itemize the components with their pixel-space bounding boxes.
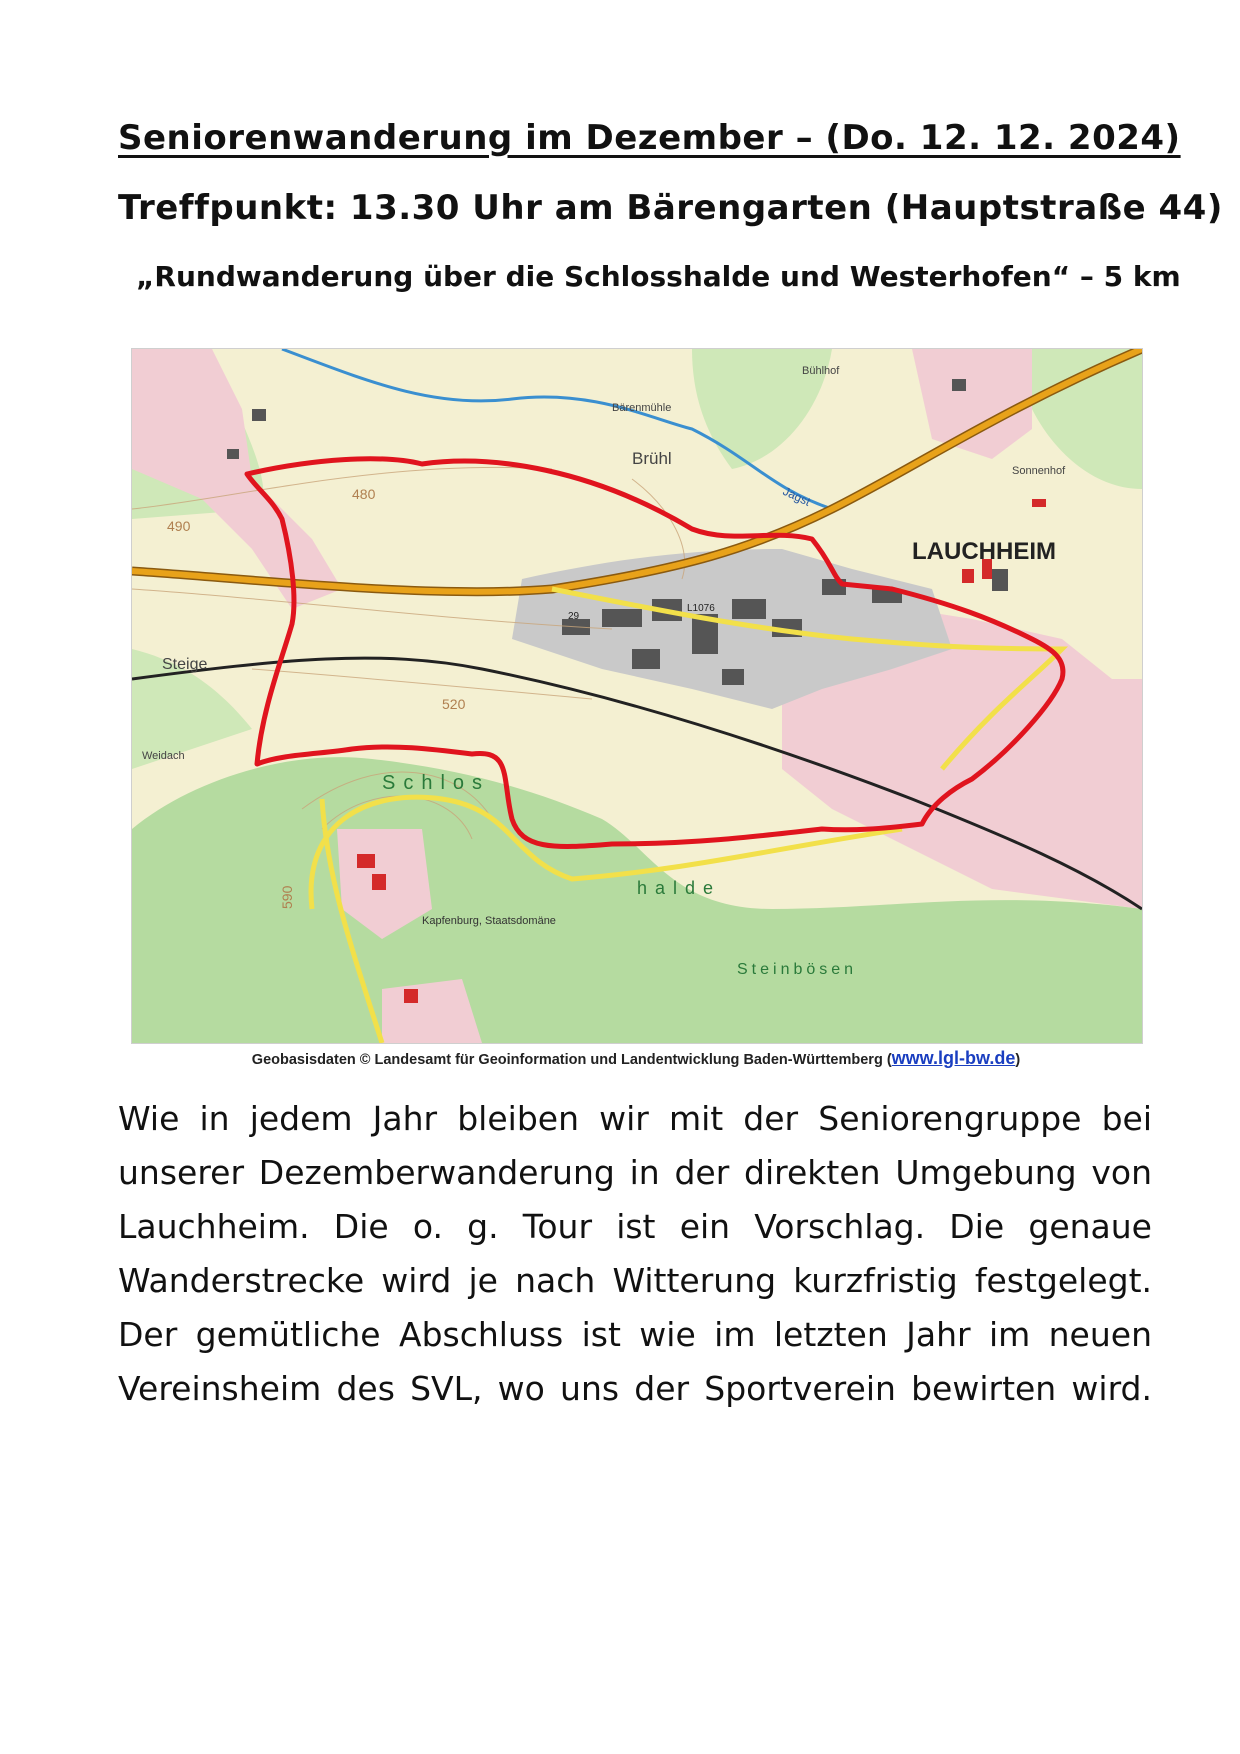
page-title: Seniorenwanderung im Dezember – (Do. 12. 12. 2024) [118,118,1181,158]
map-label-buehlhof: Bühlhof [802,365,840,377]
map-label-contour-520: 520 [442,696,466,712]
map-label-kapfenburg: Kapfenburg, Staatsdomäne [422,915,556,927]
map-label-baerenmuehle: Bärenmühle [612,402,672,414]
credit-link[interactable]: www.lgl-bw.de [891,1048,1016,1068]
map-label-schlos: Schlos [382,772,491,794]
meeting-point: Treffpunkt: 13.30 Uhr am Bärengarten (Hauptstraße 44) [118,188,1223,228]
credit-close: ) [1015,1052,1021,1068]
map-label-halde: halde [637,878,722,898]
map-label-bruehl: Brühl [632,449,672,468]
route-map [131,348,1143,1044]
map-label-contour-590: 590 [279,885,295,909]
map-label-weidach: Weidach [142,750,185,762]
map-label-road-b29: 29 [568,611,580,622]
map-credit [131,1048,1141,1069]
map-label-town: LAUCHHEIM [912,538,1056,565]
body-paragraph [118,1092,1152,1416]
body-line: Wanderstrecke wird je nach Witterung kurzfristig festgelegt. [118,1261,1152,1300]
body-line: Vereinsheim des SVL, wo uns der Sportverein bewirten wird. [118,1369,1152,1408]
body-line: Wie in jedem Jahr bleiben wir mit der Seniorengruppe bei [118,1099,1152,1138]
map-label-steinboesen: Steinbösen [737,961,858,978]
body-line: Der gemütliche Abschluss ist wie im letzten Jahr im neuen [118,1315,1152,1354]
map-label-jagst: Jagst [780,484,813,509]
map-label-contour-480: 480 [352,486,376,502]
body-line: Lauchheim. Die o. g. Tour ist ein Vorschlag. Die genaue [118,1207,1152,1246]
map-label-contour-490: 490 [167,518,191,534]
credit-text: Geobasisdaten © Landesamt für Geoinformation und Landentwicklung Baden-Württemberg ( [251,1052,892,1068]
body-line: unserer Dezemberwanderung in der direkten Umgebung von [118,1153,1152,1192]
map-label-sonnenhof: Sonnenhof [1012,465,1066,477]
map-label-steige: Steige [162,656,208,673]
hike-subtitle: „Rundwanderung über die Schlosshalde und Westerhofen“ – 5 km [136,260,1181,293]
map-label-road-l1076: L1076 [687,603,715,614]
